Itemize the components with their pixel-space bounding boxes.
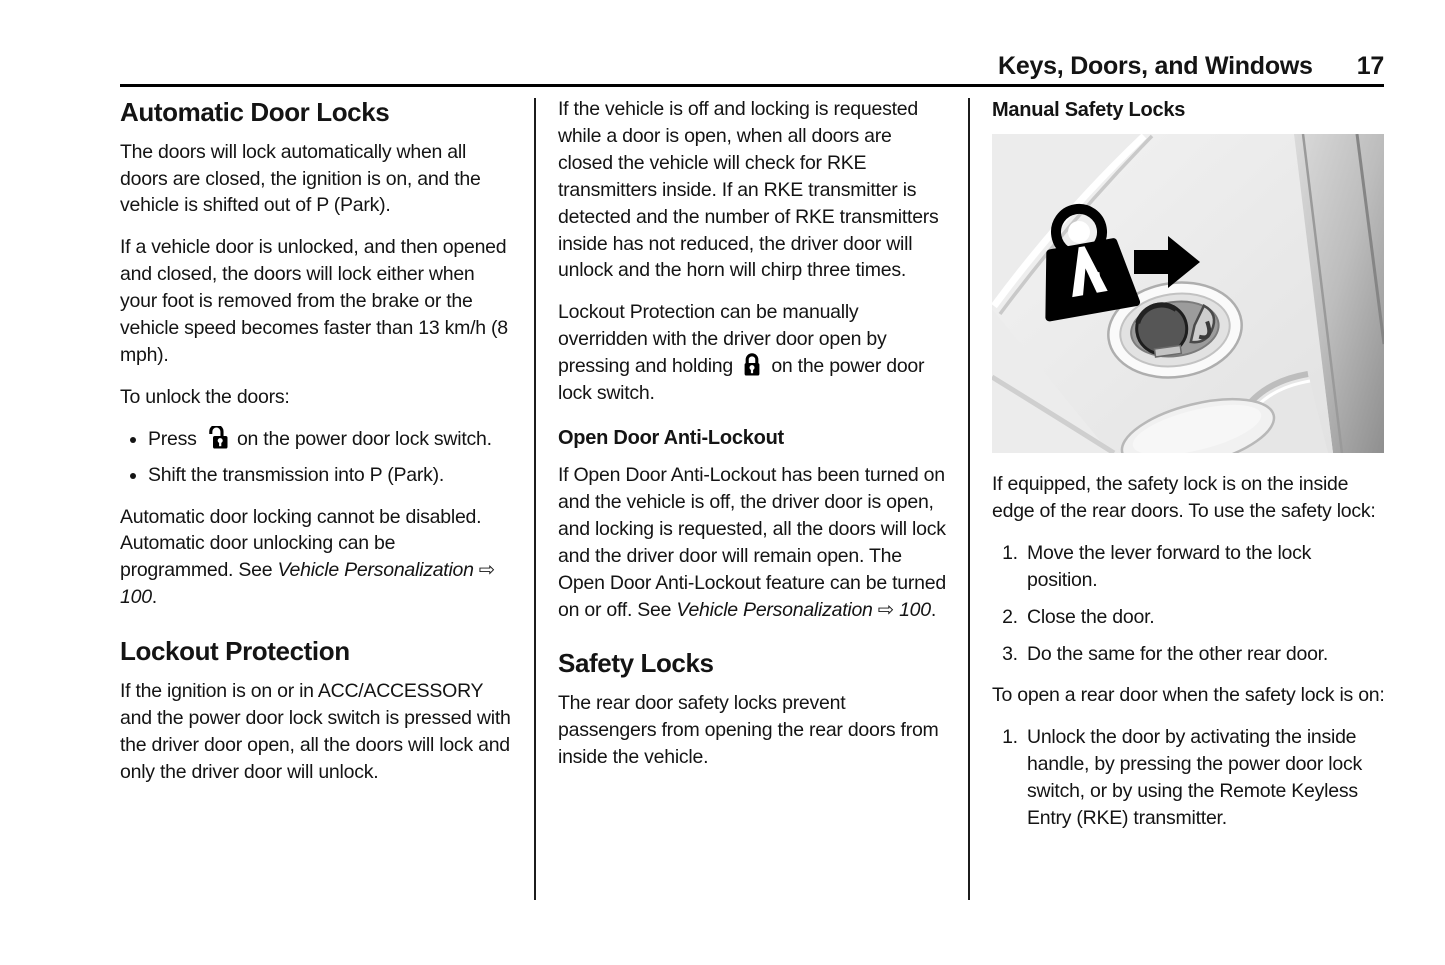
step-item: 1. Move the lever forward to the lock position. [1023, 540, 1386, 594]
reference-arrow-icon: ⇨ [478, 558, 495, 582]
page-number: 17 [1356, 52, 1384, 80]
paragraph: If the ignition is on or in ACC/ACCESSORY and the power door lock switch is pressed with the driver door open, all the doors will lock and only the driver door will unlock. [120, 679, 511, 783]
list-item [148, 462, 512, 489]
column-2 [558, 96, 946, 908]
column-1 [120, 96, 512, 908]
open-rear-door-steps [992, 724, 1386, 832]
running-title: Keys, Doors, and Windows [998, 52, 1313, 80]
header-rule [120, 84, 1384, 87]
list-item-text: on the power door lock switch. [236, 427, 492, 450]
paragraph-with-lock-icon: Lockout Protection can be manually overridden with the driver door open by pressing and holding on the power door lock switch. [558, 301, 925, 405]
step-item: 3. Do the same for the other rear door. [1023, 641, 1386, 668]
reference-page: 100 [120, 586, 152, 609]
paragraph: If a vehicle door is unlocked, and then opened and closed, the doors will lock either when your foot is removed from the brake or the vehicle speed becomes faster than 13 km/h (8 mph). [120, 236, 508, 366]
use-safety-lock-steps [992, 540, 1386, 668]
subheading-manual-safety-locks: Manual Safety Locks [992, 99, 1186, 121]
list-item-text: Press [148, 427, 197, 450]
paragraph: If the vehicle is off and locking is requested while a door is open, when all doors are closed the vehicle will check for RKE transmitters inside. If an RKE transmitter is detected and the number of RKE transmitters inside has not reduced, the driver door will unlock and the horn will chirp three times. [558, 98, 939, 282]
section-heading-safety-locks: Safety Locks [558, 648, 714, 679]
list-item-text: Shift the transmission into P (Park). [148, 463, 445, 486]
reference-page: 100 [899, 598, 931, 621]
step-item: 2. Close the door. [1023, 604, 1386, 631]
paragraph: If equipped, the safety lock is on the inside edge of the rear doors. To use the safety lock: [992, 473, 1376, 522]
step-item: 1. Unlock the door by activating the inside handle, by pressing the power door lock switch, or by using the Remote Keyless Entry (RKE) transmitter. [1023, 724, 1386, 832]
paragraph: To open a rear door when the safety lock is on: [992, 684, 1385, 707]
unlock-padlock-icon [205, 426, 229, 449]
section-heading-lockout-protection: Lockout Protection [120, 636, 350, 667]
section-heading-automatic-door-locks: Automatic Door Locks [120, 97, 390, 127]
subheading-open-door-anti-lockout: Open Door Anti-Lockout [558, 426, 784, 449]
child-safety-lock-illustration [992, 134, 1384, 453]
page-header [120, 52, 1384, 81]
paragraph-with-reference: If Open Door Anti-Lockout has been turned on and the vehicle is off, the driver door is open, and locking is requested, all the doors will lock and the driver door will remain open. The Open Door Anti-Lockout feature can be turned on or off. See Vehicle Personalization ⇨ 100. [558, 463, 946, 621]
reference-title: Vehicle Personalization [277, 559, 474, 582]
column-divider [534, 98, 536, 900]
three-column-layout [120, 96, 1384, 908]
lock-padlock-icon [741, 353, 763, 376]
paragraph-with-reference: Automatic door locking cannot be disabled. Automatic door unlocking can be programmed. See Vehicle Personalization ⇨ 100. [120, 505, 495, 609]
paragraph: The doors will lock automatically when all doors are closed, the ignition is on, and the vehicle is shifted out of P (Park). [120, 140, 481, 217]
paragraph: To unlock the doors: [120, 385, 290, 408]
paragraph: The rear door safety locks prevent passengers from opening the rear doors from inside the vehicle. [558, 692, 939, 768]
column-divider [968, 98, 970, 900]
unlock-methods-list [120, 426, 512, 489]
reference-arrow-icon: ⇨ [877, 597, 894, 621]
column-3 [992, 96, 1386, 908]
list-item [148, 426, 512, 453]
reference-title: Vehicle Personalization [676, 598, 873, 621]
